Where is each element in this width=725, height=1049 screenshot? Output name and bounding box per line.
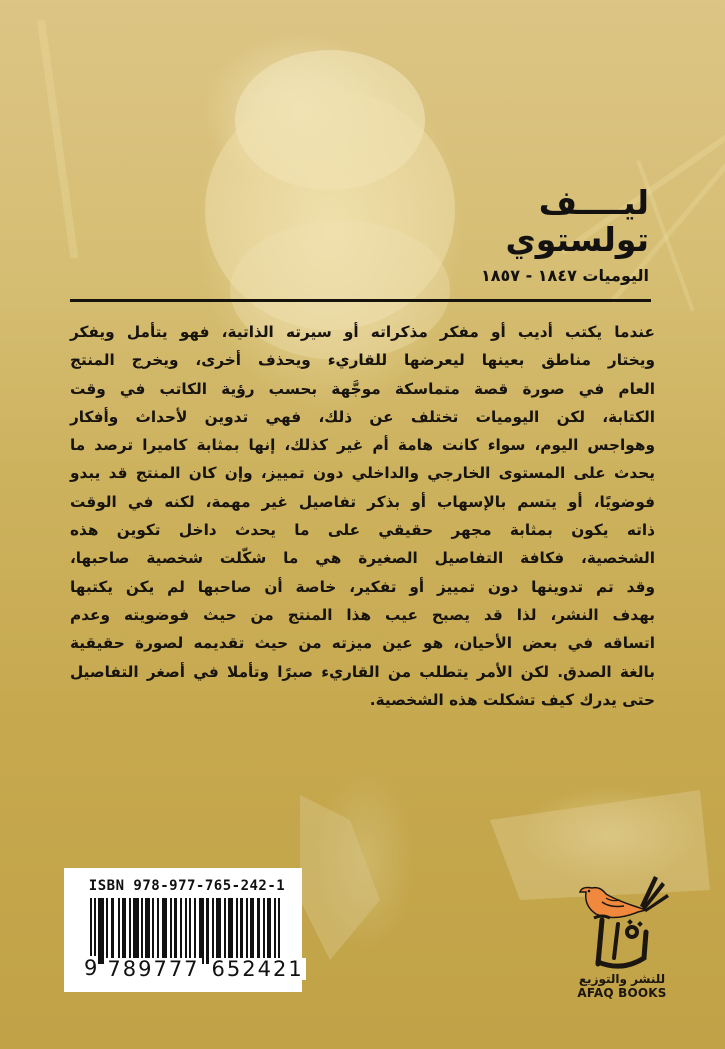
blurb-line: ويختار مناطق بعينها ليعرضها للقاريء ويحذف أخرى، ويخرج المنتج bbox=[70, 351, 655, 370]
blurb-line: عندما يكتب أديب أو مفكر مذكراته أو سيرته الذاتية، فهو يتأمل ويفكر bbox=[70, 323, 655, 341]
barcode-lead-digit: 9 bbox=[84, 956, 98, 980]
blurb-line: وقد تم تدوينها دون تمييز أو تفكير، خاصة أن صاحبها لم يكن يكتبها bbox=[70, 577, 655, 596]
blurb-line: فوضويًا، أو يتسم بالإسهاب أو بذكر تفاصيل غير مهمة، لكنه في الوقت bbox=[70, 492, 655, 511]
book-subtitle: اليوميات ١٨٤٧ - ١٨٥٧ bbox=[480, 266, 649, 285]
barcode-digit-group-2: 652421 bbox=[211, 957, 304, 981]
publisher-latin-name: AFAQ BOOKS bbox=[577, 986, 667, 1000]
bird-logo-icon bbox=[572, 872, 672, 972]
barcode-digits bbox=[84, 956, 304, 980]
blurb-line: اتساقه في بعض الأحيان، هو عين ميزته من حيث تقديمه لصورة حقيقية bbox=[70, 634, 655, 653]
isbn-barcode-label bbox=[64, 868, 302, 992]
blurb-line: حتى يدرك كيف تشكلت هذه الشخصية. bbox=[369, 690, 655, 709]
barcode-digit-group-1: 789777 bbox=[107, 957, 200, 981]
isbn-number: ISBN 978-977-765-242-1 bbox=[88, 878, 286, 894]
barcode bbox=[84, 898, 304, 981]
author-first-name: ليــــف bbox=[538, 183, 649, 222]
title-divider bbox=[70, 299, 651, 302]
blurb-line: العام في صورة قصة متماسكة موجَّهة بحسب رؤية الكاتب في وقت bbox=[70, 379, 655, 398]
blurb-text bbox=[70, 318, 655, 714]
blurb-line: الشخصية، فكافة التفاصيل الصغيرة هي ما شكّلت شخصية صاحبها، bbox=[70, 549, 655, 568]
publisher-arabic-name: للنشر والتوزيع bbox=[578, 972, 666, 986]
author-last-name: تولستوي bbox=[505, 220, 649, 259]
publisher-logo bbox=[572, 872, 672, 1000]
blurb-line: وهواجس اليوم، سواء كانت هامة أم غير كذلك، إنها بمثابة كاميرا ترصد ما bbox=[70, 436, 655, 455]
blurb-line: ذاته يكون بمثابة مجهر حقيقي على ما يحدث داخل تكوين هذه bbox=[70, 521, 655, 540]
blurb-line: الكتابة، لكن اليوميات تختلف عن ذلك، فهي تدوين لأحداث وأفكار bbox=[70, 407, 655, 426]
book-title-block bbox=[481, 185, 649, 289]
blurb-line: يحدث على المستوى الخارجي والداخلي دون تمييز، وإن كان المنتج قد يبدو bbox=[70, 464, 655, 483]
blurb-line: بهدف النشر، لذا قد يصبح عيب هذا المنتج من حيث فوضويته وعدم bbox=[70, 605, 655, 624]
blurb-line: بالغة الصدق. لكن الأمر يتطلب من القاريء صبرًا وتأملا في أصغر التفاصيل bbox=[70, 662, 655, 681]
